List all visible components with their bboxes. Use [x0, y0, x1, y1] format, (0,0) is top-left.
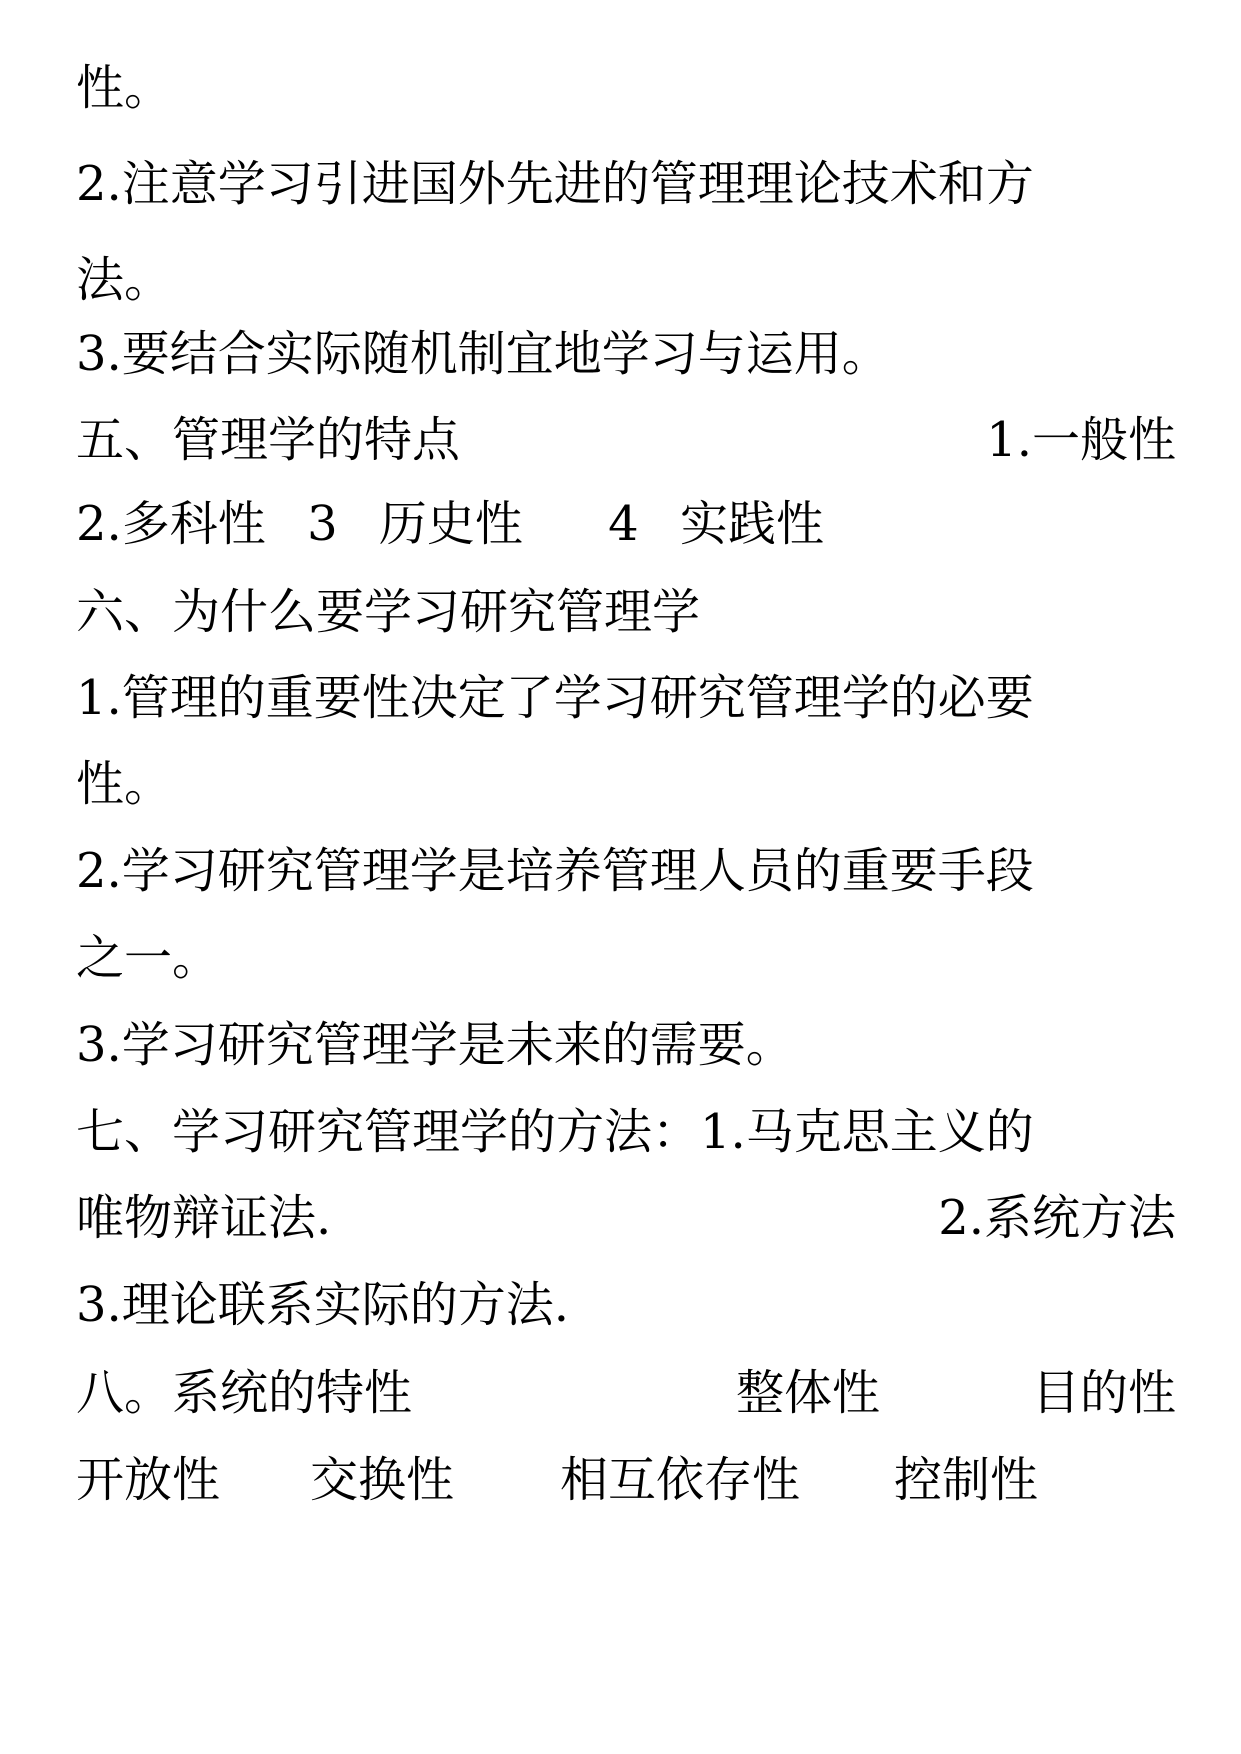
list-item: 开放性 — [76, 1452, 221, 1508]
list-item: 唯物辩证法. — [76, 1190, 332, 1246]
list-item: 1.一般性 — [986, 412, 1176, 468]
section-heading: 六、为什么要学习研究管理学 — [76, 584, 701, 640]
list-item: 2.多科性 — [76, 496, 266, 552]
list-number: 3 — [307, 496, 338, 552]
text-line: 3.要结合实际随机制宜地学习与运用。 — [76, 326, 890, 382]
list-item: 控制性 — [894, 1452, 1039, 1508]
section-heading: 七、学习研究管理学的方法：1.马克思主义的 — [76, 1104, 1034, 1160]
list-item: 历史性 — [378, 496, 523, 552]
text-line: 性。 — [76, 60, 173, 116]
section-heading: 五、管理学的特点 — [76, 412, 461, 468]
text-line — [76, 476, 1176, 572]
text-line: 3.学习研究管理学是未来的需要。 — [76, 1017, 794, 1073]
list-number: 4 — [608, 496, 639, 552]
text-line: 1.管理的重要性决定了学习研究管理学的必要 — [76, 670, 1034, 726]
text-line: 2.学习研究管理学是培养管理人员的重要手段 — [76, 843, 1034, 899]
list-item: 2.系统方法 — [938, 1190, 1176, 1246]
list-item: 目的性 — [1031, 1365, 1176, 1421]
section-heading: 八。系统的特性 — [76, 1365, 413, 1421]
text-line — [76, 1432, 1176, 1528]
text-line: 法。 — [76, 252, 173, 308]
text-line: 之一。 — [76, 930, 221, 986]
text-line — [76, 1170, 1176, 1266]
text-line: 性。 — [76, 756, 173, 812]
section-heading-line — [76, 392, 1176, 488]
text-line: 2.注意学习引进国外先进的管理理论技术和方 — [76, 156, 1034, 212]
list-item: 交换性 — [310, 1452, 455, 1508]
list-item: 实践性 — [679, 496, 824, 552]
text-line: 3.理论联系实际的方法. — [76, 1277, 570, 1333]
list-item: 相互依存性 — [560, 1452, 801, 1508]
list-item: 整体性 — [736, 1365, 881, 1421]
section-heading-line — [76, 1345, 1176, 1441]
